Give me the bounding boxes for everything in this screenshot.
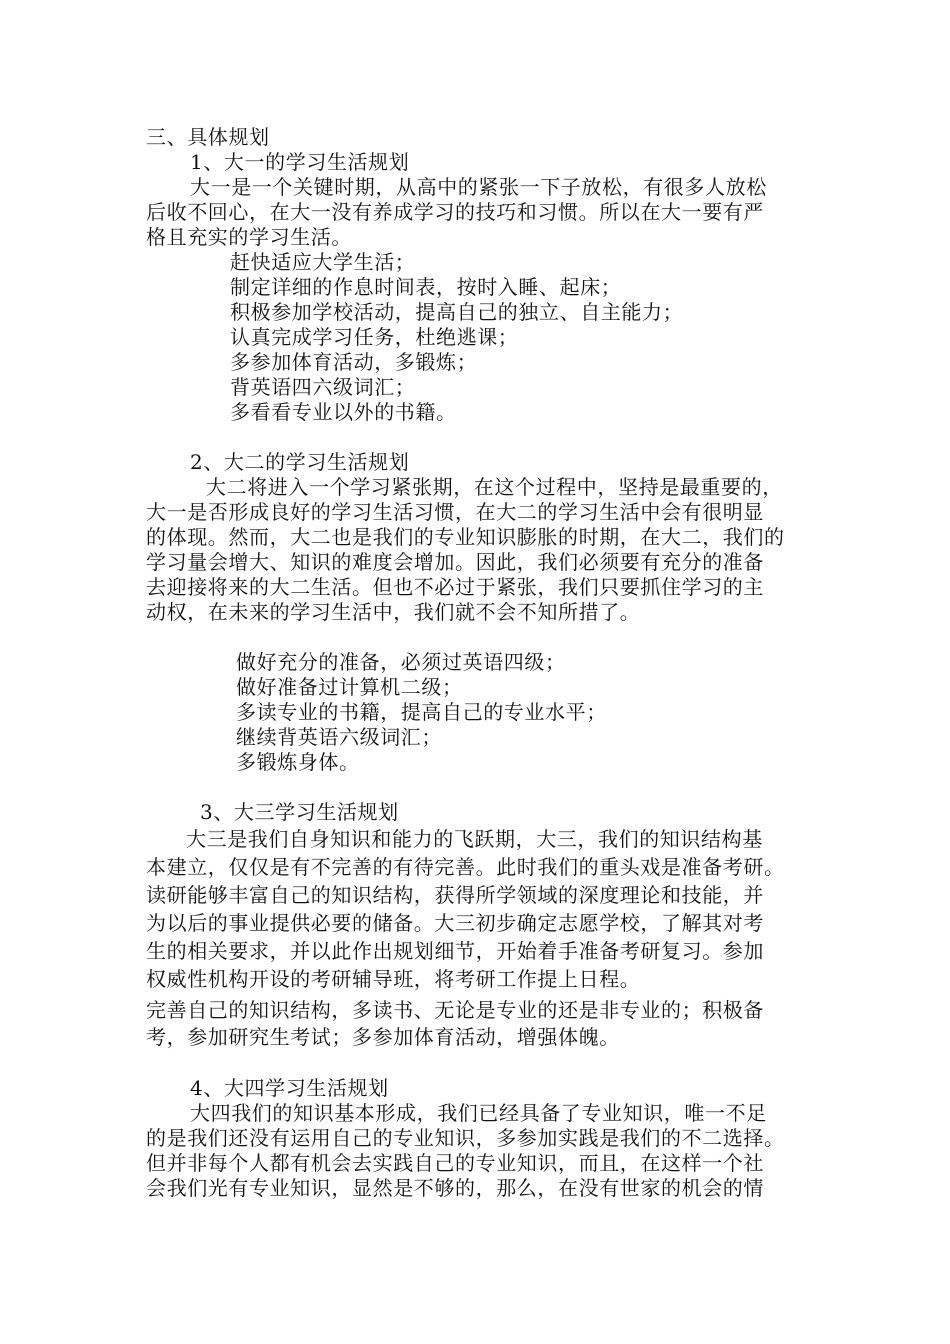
paragraph-line: 生的相关要求，并以此作出规划细节，开始着手准备考研复习。参加 [146, 939, 764, 963]
list-item: 多看看专业以外的书籍。 [230, 400, 457, 424]
paragraph-line: 完善自己的知识结构，多读书、无论是专业的还是非专业的；积极备 [146, 998, 764, 1022]
paragraph-line: 大二将进入一个学习紧张期，在这个过程中，坚持是最重要的， [206, 475, 783, 499]
paragraph-line: 大四我们的知识基本形成，我们已经具备了专业知识，唯一不足 [190, 1101, 767, 1125]
heading-year-1: 1、大一的学习生活规划 [190, 150, 410, 174]
paragraph-line: 会我们光有专业知识，显然是不够的，那么，在没有世家的机会的情 [146, 1176, 764, 1200]
section-title: 三、具体规划 [146, 125, 270, 149]
list-item: 认真完成学习任务，杜绝逃课； [230, 325, 519, 349]
paragraph-line: 为以后的事业提供必要的储备。大三初步确定志愿学校，了解其对考 [146, 911, 764, 935]
list-item: 多读专业的书籍，提高自己的专业水平； [236, 700, 607, 724]
paragraph-line: 动权，在未来的学习生活中，我们就不会不知所措了。 [146, 600, 641, 624]
paragraph-line: 考，参加研究生考试；多参加体育活动，增强体魄。 [146, 1025, 620, 1049]
paragraph-line: 大一是一个关键时期，从高中的紧张一下子放松，有很多人放松 [190, 175, 767, 199]
paragraph-line: 学习量会增大、知识的难度会增加。因此，我们必须要有充分的准备 [146, 550, 764, 574]
list-item: 做好充分的准备，必须过英语四级； [236, 650, 566, 674]
heading-year-2: 2、大二的学习生活规划 [190, 450, 410, 474]
paragraph-line: 本建立，仅仅是有不完善的有待完善。此时我们的重头戏是准备考研。 [146, 855, 785, 879]
paragraph-line: 的是我们还没有运用自己的专业知识，多参加实践是我们的不二选择。 [146, 1126, 785, 1150]
list-item: 背英语四六级词汇； [230, 375, 416, 399]
list-item: 做好准备过计算机二级； [236, 675, 463, 699]
list-item: 多参加体育活动，多锻炼； [230, 350, 478, 374]
paragraph-line: 后收不回心，在大一没有养成学习的技巧和习惯。所以在大一要有严 [146, 200, 764, 224]
paragraph-line: 大一是否形成良好的学习生活习惯，在大二的学习生活中会有很明显 [146, 500, 764, 524]
list-item: 多锻炼身体。 [236, 750, 360, 774]
paragraph-line: 权威性机构开设的考研辅导班，将考研工作提上日程。 [146, 967, 641, 991]
paragraph-line: 但并非每个人都有机会去实践自己的专业知识，而且，在这样一个社 [146, 1151, 764, 1175]
paragraph-line: 读研能够丰富自己的知识结构，获得所学领域的深度理论和技能，并 [146, 883, 764, 907]
paragraph-line: 的体现。然而，大二也是我们的专业知识膨胀的时期，在大二，我们的 [146, 525, 785, 549]
paragraph-line: 格且充实的学习生活。 [146, 225, 352, 249]
paragraph-line: 大三是我们自身知识和能力的飞跃期，大三，我们的知识结构基 [186, 827, 763, 851]
list-item: 积极参加学校活动，提高自己的独立、自主能力； [230, 300, 684, 324]
list-item: 赶快适应大学生活； [230, 250, 416, 274]
heading-year-4: 4、大四学习生活规划 [190, 1076, 389, 1100]
list-item: 继续背英语六级词汇； [236, 725, 442, 749]
heading-year-3: 3、大三学习生活规划 [200, 800, 399, 824]
list-item: 制定详细的作息时间表，按时入睡、起床； [230, 275, 622, 299]
paragraph-line: 去迎接将来的大二生活。但也不必过于紧张，我们只要抓住学习的主 [146, 575, 764, 599]
